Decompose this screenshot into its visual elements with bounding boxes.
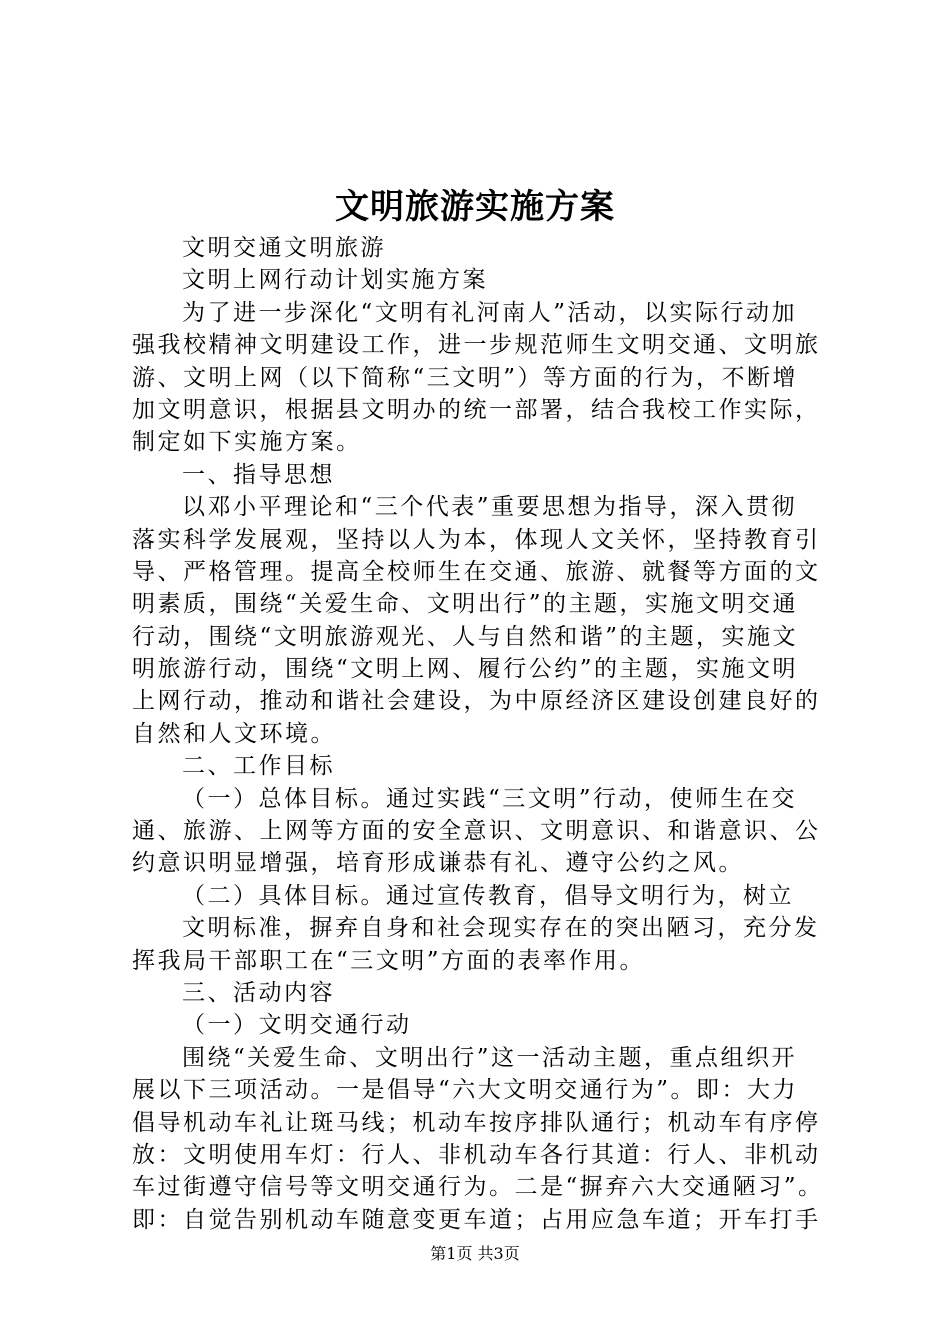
body-line: 游、文明上网（以下简称“三文明”）等方面的行为，不断增	[132, 364, 799, 391]
body-line: 上网行动，推动和谐社会建设，为中原经济区建设创建良好的	[132, 688, 821, 715]
body-line: 文明上网行动计划实施方案	[182, 267, 488, 294]
body-line: （一）总体目标。通过实践“三文明”行动，使师生在交	[182, 785, 798, 812]
body-line: 放：文明使用车灯：行人、非机动车各行其道：行人、非机动	[132, 1141, 821, 1168]
body-line: 倡导机动车礼让斑马线；机动车按序排队通行；机动车有序停	[132, 1109, 821, 1136]
page-footer: 第1页 共3页	[430, 1244, 520, 1263]
body-line: 强我校精神文明建设工作，进一步规范师生文明交通、文明旅	[132, 332, 821, 359]
document-title: 文明旅游实施方案	[335, 187, 615, 227]
body-line: 三、活动内容	[182, 979, 335, 1006]
body-line: 即：自觉告别机动车随意变更车道；占用应急车道；开车打手	[132, 1206, 821, 1233]
body-line: 围绕“关爱生命、文明出行”这一活动主题，重点组织开	[182, 1044, 798, 1071]
document-body	[132, 232, 832, 1236]
body-line: 约意识明显增强，培育形成谦恭有礼、遵守公约之风。	[132, 850, 744, 877]
body-line: 展以下三项活动。一是倡导“六大文明交通行为”。即：大力	[132, 1077, 799, 1104]
body-line: 明素质，围绕“关爱生命、文明出行”的主题，实施文明交通	[132, 591, 799, 618]
body-line: 一、指导思想	[182, 461, 335, 488]
body-line: 加文明意识，根据县文明办的统一部署，结合我校工作实际，	[132, 396, 821, 423]
body-line: 制定如下实施方案。	[132, 429, 362, 456]
body-line: 文明标准，摒弃自身和社会现实存在的突出陋习，充分发	[182, 915, 820, 942]
body-line: 为了进一步深化“文明有礼河南人”活动，以实际行动加	[182, 299, 798, 326]
body-line: 明旅游行动，围绕“文明上网、履行公约”的主题，实施文明	[132, 656, 799, 683]
body-line: 车过街遵守信号等文明交通行为。二是“摒弃六大交通陋习”。	[132, 1174, 824, 1201]
body-line: 二、工作目标	[182, 753, 335, 780]
body-line: 落实科学发展观，坚持以人为本，体现人文关怀，坚持教育引	[132, 526, 821, 553]
body-line: 以邓小平理论和“三个代表”重要思想为指导，深入贯彻	[182, 494, 798, 521]
body-line: 挥我局干部职工在“三文明”方面的表率作用。	[132, 947, 646, 974]
body-line: （二）具体目标。通过宣传教育，倡导文明行为，树立	[182, 882, 794, 909]
body-line: 导、严格管理。提高全校师生在交通、旅游、就餐等方面的文	[132, 558, 821, 585]
body-line: （一）文明交通行动	[182, 1012, 412, 1039]
body-line: 自然和人文环境。	[132, 720, 336, 747]
body-line: 文明交通文明旅游	[182, 235, 386, 261]
body-line: 通、旅游、上网等方面的安全意识、文明意识、和谐意识、公	[132, 818, 821, 845]
body-line: 行动，围绕“文明旅游观光、人与自然和谐”的主题，实施文	[132, 623, 799, 650]
